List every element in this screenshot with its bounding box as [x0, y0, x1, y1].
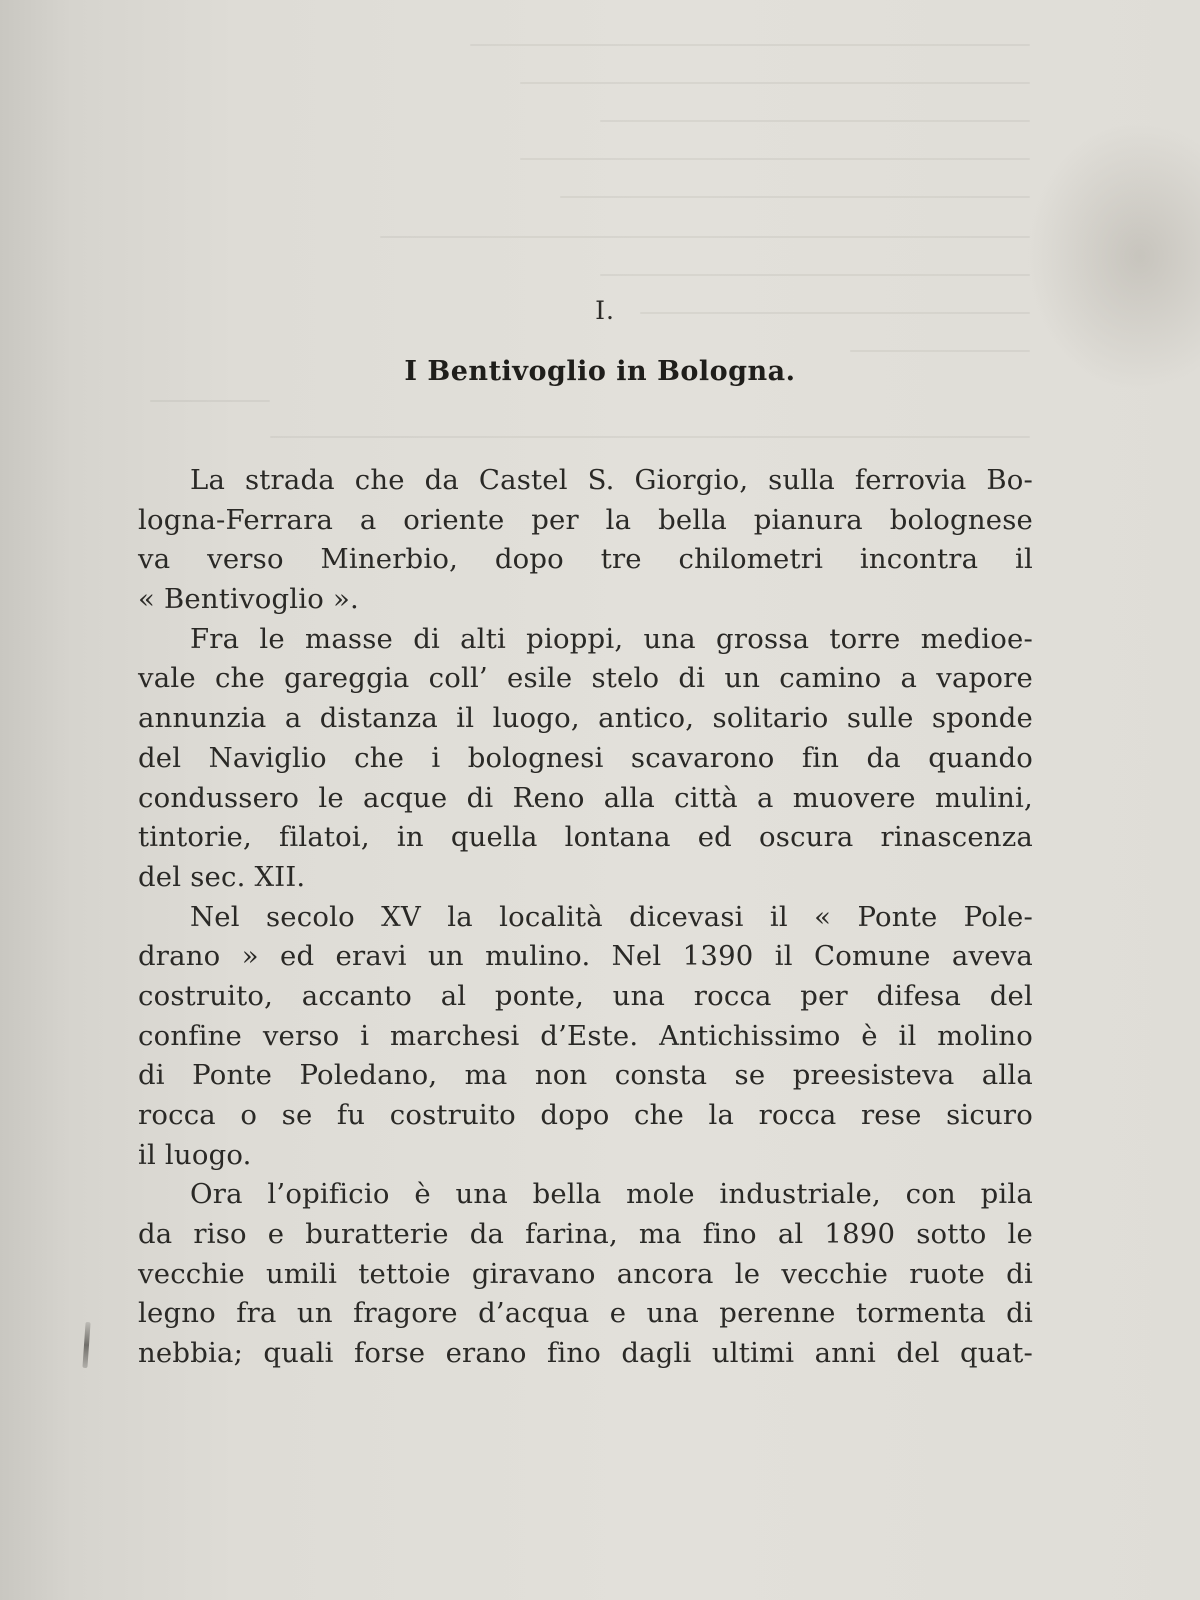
text-line: vale che gareggia coll’ esile stelo di un camino a vapore [138, 662, 1033, 695]
text-line: nebbia; quali forse erano fino dagli ultimi anni del quat- [138, 1337, 1033, 1370]
paragraph-4 [138, 1175, 1033, 1373]
text-line: il luogo. [138, 1138, 252, 1171]
body-text [138, 461, 1033, 1374]
text-line: confine verso i marchesi d’Este. Antichissimo è il molino [138, 1019, 1033, 1052]
text-line: vecchie umili tettoie giravano ancora le vecchie ruote di [138, 1257, 1033, 1290]
text-line: di Ponte Poledano, ma non consta se preesisteva alla [138, 1059, 1033, 1092]
text-line: Nel secolo XV la località dicevasi il « Ponte Pole- [190, 900, 1033, 933]
text-line: va verso Minerbio, dopo tre chilometri incontra il [138, 543, 1033, 576]
chapter-number: I. [595, 296, 615, 325]
text-line: drano » ed eravi un mulino. Nel 1390 il Comune aveva [138, 940, 1033, 973]
text-line: logna-Ferrara a oriente per la bella pianura bolognese [138, 503, 1033, 536]
paragraph-2 [138, 620, 1033, 898]
chapter-title: I Bentivoglio in Bologna. [404, 356, 796, 387]
text-line: condussero le acque di Reno alla città a muovere mulini, [138, 781, 1033, 814]
text-line: da riso e buratterie da farina, ma fino al 1890 sotto le [138, 1218, 1033, 1251]
pencil-margin-mark [82, 1322, 90, 1368]
text-line: costruito, accanto al ponte, una rocca per difesa del [138, 979, 1033, 1012]
text-line: Fra le masse di alti pioppi, una grossa torre medioe- [190, 622, 1033, 655]
text-line: rocca o se fu costruito dopo che la rocca rese sicuro [138, 1099, 1033, 1131]
text-line: annunzia a distanza il luogo, antico, solitario sulle sponde [138, 702, 1033, 735]
paragraph-3 [138, 898, 1033, 1176]
text-line: La strada che da Castel S. Giorgio, sulla ferrovia Bo- [190, 464, 1033, 496]
text-line: « Bentivoglio ». [138, 583, 359, 616]
text-line: legno fra un fragore d’acqua e una perenne tormenta di [138, 1297, 1033, 1330]
paragraph-1 [138, 461, 1033, 620]
text-line: del sec. XII. [138, 860, 306, 893]
show-through-text [0, 0, 1200, 460]
text-line: tintorie, filatoi, in quella lontana ed oscura rinascenza [138, 821, 1033, 854]
text-line: del Naviglio che i bolognesi scavarono fin da quando [138, 741, 1033, 774]
text-line: Ora l’opificio è una bella mole industriale, con pila [190, 1178, 1033, 1211]
